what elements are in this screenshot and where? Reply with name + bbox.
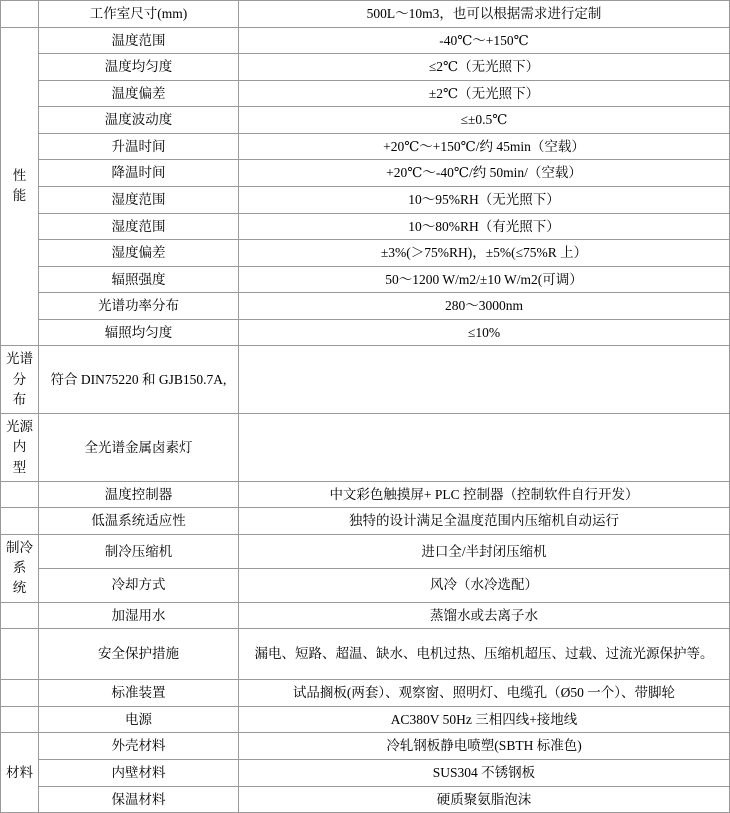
category-cell-empty (1, 1, 39, 28)
row-label: 湿度偏差 (39, 240, 239, 267)
row-label: 温度偏差 (39, 80, 239, 107)
row-value-empty (239, 346, 730, 414)
table-row (1, 133, 730, 160)
table-row (1, 706, 730, 733)
row-value: 280～3000nm (239, 293, 730, 320)
table-row (1, 1, 730, 28)
row-label: 制冷压缩机 (39, 534, 239, 568)
row-label: 标准装置 (39, 680, 239, 707)
table-row (1, 319, 730, 346)
table-row (1, 568, 730, 602)
row-value: 独特的设计满足全温度范围内压缩机自动运行 (239, 508, 730, 535)
table-row (1, 186, 730, 213)
row-label: 辐照均匀度 (39, 319, 239, 346)
table-row (1, 534, 730, 568)
category-label-line-2: 统 (12, 580, 27, 596)
row-label: 辐照强度 (39, 266, 239, 293)
category-label-line-1: 光谱分 (6, 351, 33, 387)
table-row (1, 759, 730, 786)
category-cell-performance (1, 27, 39, 346)
row-label: 工作室尺寸(mm) (39, 1, 239, 28)
row-label: 温度波动度 (39, 107, 239, 134)
category-label: 材料 (6, 764, 33, 780)
table-row (1, 602, 730, 629)
row-label: 温度控制器 (39, 481, 239, 508)
row-value: 50～1200 W/m2/±10 W/m2(可调） (239, 266, 730, 293)
row-label: 光谱功率分布 (39, 293, 239, 320)
row-label: 温度范围 (39, 27, 239, 54)
table-row (1, 266, 730, 293)
row-label: 湿度范围 (39, 186, 239, 213)
table-row (1, 481, 730, 508)
category-cell-refrigeration-system (1, 534, 39, 602)
table-row (1, 107, 730, 134)
row-value: 10～80%RH（有光照下） (239, 213, 730, 240)
category-label-char-2: 能 (12, 188, 27, 204)
row-value: 风冷（水冷选配） (239, 568, 730, 602)
table-row (1, 680, 730, 707)
table-row (1, 213, 730, 240)
row-label: 符合 DIN75220 和 GJB150.7A, (39, 346, 239, 414)
row-value: 进口全/半封闭压缩机 (239, 534, 730, 568)
table-row (1, 54, 730, 81)
row-label: 保温材料 (39, 786, 239, 813)
row-value: 硬质聚氨脂泡沫 (239, 786, 730, 813)
row-label: 安全保护措施 (39, 629, 239, 680)
table-row (1, 80, 730, 107)
row-label: 湿度范围 (39, 213, 239, 240)
category-cell-materials (1, 733, 39, 813)
category-label-line-2: 布 (12, 391, 27, 407)
category-label-line-1: 光源内 (6, 419, 33, 455)
row-label: 内壁材料 (39, 759, 239, 786)
row-label: 低温系统适应性 (39, 508, 239, 535)
row-value: 10～95%RH（无光照下） (239, 186, 730, 213)
table-row (1, 414, 730, 482)
table-row (1, 346, 730, 414)
row-value-empty (239, 414, 730, 482)
row-label: 加湿用水 (39, 602, 239, 629)
category-label-line-1: 制冷系 (6, 539, 33, 576)
row-value: ≤2℃（无光照下） (239, 54, 730, 81)
table-row (1, 27, 730, 54)
row-value: +20℃～-40℃/约 50min/（空载） (239, 160, 730, 187)
category-label-char-1: 性 (12, 168, 27, 184)
table-row (1, 240, 730, 267)
category-label-line-2: 型 (12, 459, 27, 475)
row-value: 500L～10m3，也可以根据需求进行定制 (239, 1, 730, 28)
row-value: 漏电、短路、超温、缺水、电机过热、压缩机超压、过载、过流光源保护等。 (239, 629, 730, 680)
row-value: -40℃～+150℃ (239, 27, 730, 54)
row-value: SUS304 不锈钢板 (239, 759, 730, 786)
table-body (1, 1, 730, 813)
category-cell-empty (1, 680, 39, 707)
table-row (1, 629, 730, 680)
row-label: 降温时间 (39, 160, 239, 187)
row-label: 电源 (39, 706, 239, 733)
table-row (1, 508, 730, 535)
row-label: 全光谱金属卤素灯 (39, 414, 239, 482)
row-label: 升温时间 (39, 133, 239, 160)
category-cell-empty (1, 508, 39, 535)
row-value: 冷轧钢板静电喷塑(SBTH 标准色) (239, 733, 730, 760)
row-value: 蒸馏水或去离子水 (239, 602, 730, 629)
table-row (1, 293, 730, 320)
row-value: ≤±0.5℃ (239, 107, 730, 134)
table-row (1, 786, 730, 813)
row-label: 温度均匀度 (39, 54, 239, 81)
row-value: ±2℃（无光照下） (239, 80, 730, 107)
row-value: ≤10% (239, 319, 730, 346)
table-row (1, 733, 730, 760)
category-cell-empty (1, 629, 39, 680)
row-value: 中文彩色触摸屏+ PLC 控制器（控制软件自行开发） (239, 481, 730, 508)
row-value: AC380V 50Hz 三相四线+接地线 (239, 706, 730, 733)
category-cell-empty (1, 706, 39, 733)
row-value: ±3%(＞75%RH)，±5%(≤75%R 上） (239, 240, 730, 267)
category-cell-empty (1, 481, 39, 508)
category-cell-spectrum-distribution (1, 346, 39, 414)
row-value: 试品搁板(两套）、观察窗、照明灯、电缆孔（Ø50 一个）、带脚轮 (239, 680, 730, 707)
row-value: +20℃～+150℃/约 45min（空载） (239, 133, 730, 160)
table-row (1, 160, 730, 187)
category-cell-empty (1, 602, 39, 629)
category-cell-light-source-type (1, 414, 39, 482)
row-label: 冷却方式 (39, 568, 239, 602)
row-label: 外壳材料 (39, 733, 239, 760)
